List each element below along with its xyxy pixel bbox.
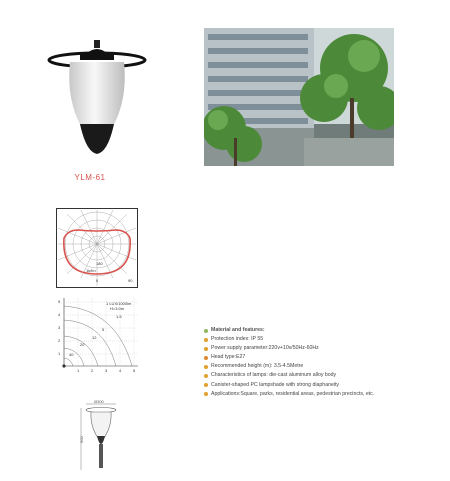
iso-legend: 1 LUX/1000lm [106, 301, 132, 306]
width-dimension: Ø300 [94, 400, 104, 404]
spec-text: Protection index: IP 55 [211, 336, 264, 343]
spec-title: Material and features: [211, 327, 265, 333]
spec-item [204, 381, 444, 390]
spec-text: Power supply parameter:220v+10v/50Hz-60Hz [211, 345, 319, 352]
x-tick: 3 [105, 368, 108, 373]
x-tick: 5 [133, 368, 136, 373]
spec-item [204, 390, 444, 399]
product-lamp-image [42, 40, 152, 160]
dimension-drawing [76, 400, 126, 475]
spec-item [204, 353, 444, 362]
spec-item [204, 335, 444, 344]
specifications-list [204, 326, 444, 399]
bullet-icon [204, 338, 208, 342]
polar-label: 0 [96, 278, 99, 283]
bullet-icon [204, 356, 208, 360]
polar-label: 90 [128, 278, 133, 283]
y-tick: 1 [58, 351, 61, 356]
x-tick: 4 [119, 368, 122, 373]
product-model-label: YLM-61 [74, 173, 106, 182]
curve-label: 20 [80, 342, 85, 347]
spec-text: Recommended height (m): 3.5-4.5Metre [211, 363, 304, 370]
y-tick: 4 [58, 312, 61, 317]
iso-legend: H=3.0m [110, 306, 125, 311]
spec-item [204, 362, 444, 371]
curve-label: 40 [69, 352, 74, 357]
bullet-icon [204, 347, 208, 351]
y-tick: 3 [58, 325, 61, 330]
spec-text: Characteristics of lamps: die-cast aluminum alloy body [211, 372, 337, 379]
y-tick: 2 [58, 338, 61, 343]
y-tick: 5 [58, 299, 61, 304]
bullet-icon [204, 383, 208, 387]
spec-text: Head type:E27 [211, 354, 246, 361]
polar-label: 1k/lm [86, 268, 96, 273]
bullet-icon [204, 329, 208, 333]
isolux-chart [56, 296, 140, 374]
spec-text: Applications:Square, parks, residential areas, pedestrian precincts, etc. [211, 390, 375, 397]
bullet-icon [204, 392, 208, 396]
x-tick: 2 [91, 368, 94, 373]
bullet-icon [204, 365, 208, 369]
bullet-icon [204, 374, 208, 378]
installation-photo [204, 28, 394, 166]
height-dimension: 600 [79, 436, 84, 443]
polar-distribution-chart [56, 208, 138, 288]
polar-label: 180 [96, 261, 103, 266]
curve-label: 1.5 [116, 314, 122, 319]
spec-title-row [204, 326, 444, 335]
curve-label: 5 [102, 327, 105, 332]
spec-item [204, 344, 444, 353]
spec-text: Canister-shaped PC lampshade with strong diaphaneity [211, 381, 340, 388]
curve-label: 12 [92, 335, 97, 340]
x-tick: 1 [77, 368, 80, 373]
spec-item [204, 371, 444, 380]
